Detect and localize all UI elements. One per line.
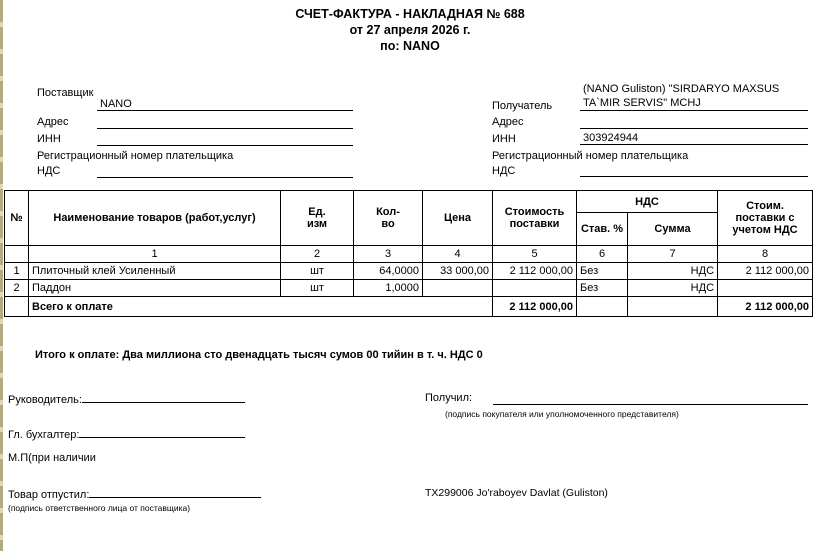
supplier-vat-line xyxy=(97,177,353,178)
row-unit: шт xyxy=(281,280,354,297)
row-qty: 64,0000 xyxy=(354,263,423,280)
receiver-address-line xyxy=(580,128,808,129)
receiver-vat-label: НДС xyxy=(492,165,516,177)
total-vat-sum-blank xyxy=(628,297,718,317)
row-cost xyxy=(493,280,577,297)
table-row xyxy=(5,263,813,280)
receiver-inn-label: ИНН xyxy=(492,133,516,145)
col-header-unit xyxy=(281,191,354,246)
receiver-address-label: Адрес xyxy=(492,116,524,128)
document-date: от 27 апреля 2026 г. xyxy=(349,23,471,37)
total-num-blank xyxy=(5,297,29,317)
document-via: по: NANO xyxy=(380,39,440,53)
released-note: (подпись ответственного лица от поставщика) xyxy=(8,503,191,513)
goods-table xyxy=(4,190,813,317)
receiver-name-line1: (NANO Guliston) "SIRDARYO MAXSUS xyxy=(583,83,780,95)
table-row xyxy=(5,280,813,297)
col-header-vat-rate: Став. % xyxy=(577,213,628,246)
received-signature-line xyxy=(493,404,808,405)
column-numbers-row xyxy=(5,246,813,263)
received-note: (подпись покупателя или уполномоченного представителя) xyxy=(445,409,679,419)
row-total: 2 112 000,00 xyxy=(718,263,813,280)
colnum-5: 5 xyxy=(493,246,577,263)
col-header-price: Цена xyxy=(423,191,493,246)
colnum-4: 4 xyxy=(423,246,493,263)
accountant-signature-line xyxy=(79,427,245,438)
supplier-name-line xyxy=(97,110,353,111)
supplier-vat-label: НДС xyxy=(37,165,61,177)
row-vat-sum: НДС xyxy=(628,263,718,280)
amount-in-words: Итого к оплате: Два миллиона сто двенадцать тысяч сумов 00 тийин в т. ч. НДС 0 xyxy=(35,349,483,361)
director-signature-line xyxy=(82,392,245,403)
row-qty: 1,0000 xyxy=(354,280,423,297)
receiver-inn: 303924944 xyxy=(583,132,639,144)
supplier-label: Поставщик xyxy=(37,87,94,99)
total-label: Всего к оплате xyxy=(29,297,493,317)
row-price xyxy=(423,280,493,297)
supplier-name: NANO xyxy=(100,98,132,110)
col-header-unit-line2: изм xyxy=(306,218,328,230)
row-cost: 2 112 000,00 xyxy=(493,263,577,280)
col-header-vat-sum: Сумма xyxy=(628,213,718,246)
accountant-label: Гл. бухгалтер: xyxy=(8,429,80,441)
received-label: Получил: xyxy=(425,392,473,404)
row-name: Плиточный клей Усиленный xyxy=(29,263,281,280)
supplier-inn-label: ИНН xyxy=(37,133,61,145)
row-price: 33 000,00 xyxy=(423,263,493,280)
accountant-signature xyxy=(8,427,245,442)
table-total-row xyxy=(5,297,813,317)
total-vat-rate-blank xyxy=(577,297,628,317)
col-header-cost: Стоимость поставки xyxy=(493,191,577,246)
goods-released-signature xyxy=(8,487,261,502)
colnum-6: 6 xyxy=(577,246,628,263)
released-label: Товар отпустил: xyxy=(8,489,90,501)
receiver-name-line2: TA`MIR SERVIS" MCHJ xyxy=(583,97,701,109)
col-header-vat-group: НДС xyxy=(577,191,718,213)
director-signature xyxy=(8,392,245,407)
total-cost: 2 112 000,00 xyxy=(493,297,577,317)
row-name: Паддон xyxy=(29,280,281,297)
released-by-person: TX299006 Jo'raboyev Davlat (Guliston) xyxy=(425,487,608,499)
receiver-vat-line xyxy=(580,176,808,177)
row-unit: шт xyxy=(281,263,354,280)
receiver-name-line xyxy=(580,110,808,111)
colnum-1: 1 xyxy=(29,246,281,263)
colnum-8: 8 xyxy=(718,246,813,263)
col-header-num: № xyxy=(5,191,29,246)
row-num: 1 xyxy=(5,263,29,280)
director-label: Руководитель: xyxy=(8,394,82,406)
stamp-label: М.П(при наличии xyxy=(8,452,96,464)
supplier-address-line xyxy=(97,128,353,129)
supplier-address-label: Адрес xyxy=(37,116,69,128)
row-vat-sum: НДС xyxy=(628,280,718,297)
col-header-total: Стоим. поставки с учетом НДС xyxy=(718,191,813,246)
colnum-3: 3 xyxy=(354,246,423,263)
col-header-name: Наименование товаров (работ,услуг) xyxy=(29,191,281,246)
receiver-inn-line xyxy=(580,144,808,145)
row-total xyxy=(718,280,813,297)
receiver-label: Получатель xyxy=(492,100,553,112)
row-vat-rate: Без xyxy=(577,263,628,280)
col-header-qty-line1: Кол- xyxy=(376,206,400,218)
col-header-unit-line1: Ед. xyxy=(308,206,326,218)
colnum-2: 2 xyxy=(281,246,354,263)
colnum-7: 7 xyxy=(628,246,718,263)
supplier-reg-label: Регистрационный номер плательщика xyxy=(37,150,234,162)
total-amount: 2 112 000,00 xyxy=(718,297,813,317)
row-vat-rate: Без xyxy=(577,280,628,297)
receiver-reg-label: Регистрационный номер плательщика xyxy=(492,150,689,162)
table-header-row-1 xyxy=(5,191,813,213)
row-num: 2 xyxy=(5,280,29,297)
supplier-inn-line xyxy=(97,145,353,146)
released-signature-line xyxy=(89,487,261,498)
col-header-qty-line2: во xyxy=(381,218,395,230)
colnum-blank xyxy=(5,246,29,263)
col-header-qty xyxy=(354,191,423,246)
page-edge-strip xyxy=(0,0,3,551)
document-title: СЧЕТ-ФАКТУРА - НАКЛАДНАЯ № 688 xyxy=(295,7,525,21)
